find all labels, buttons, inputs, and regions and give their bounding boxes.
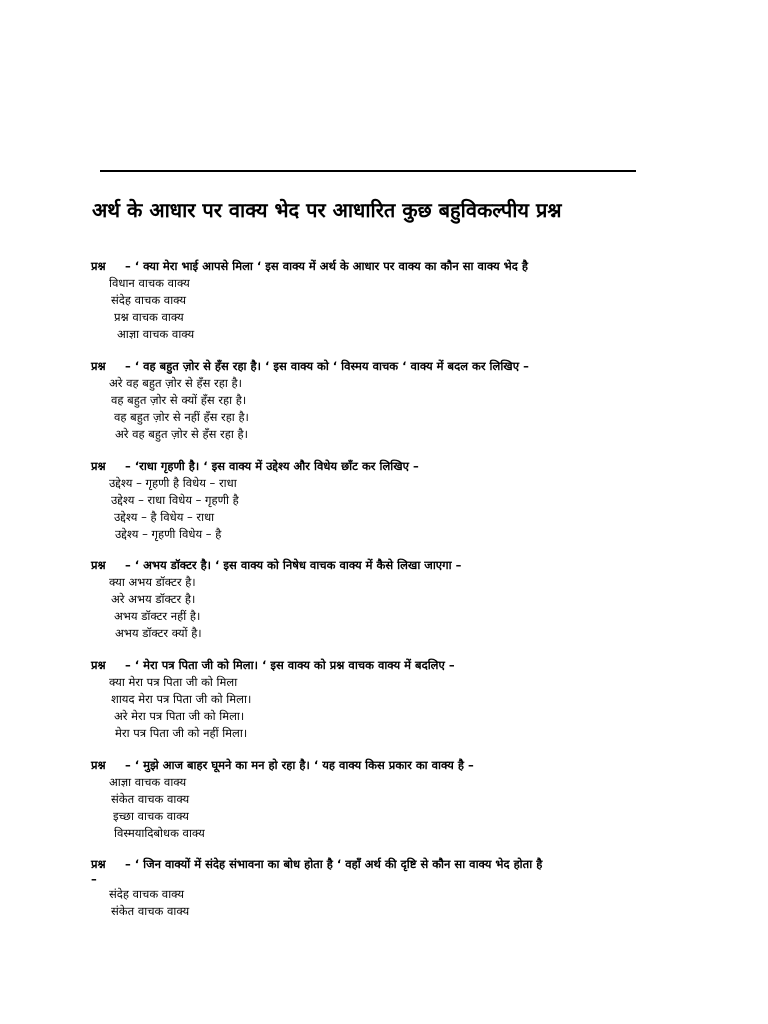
option-1: विधान वाचक वाक्य — [109, 276, 190, 290]
question-prompt: – ‘राधा गृहणी है। ‘ इस वाक्य में उद्देश्य और विधेय छाँट कर लिखिए – — [125, 459, 419, 473]
option-2: उद्देश्य – राधा विधेय – गृहणी है — [111, 493, 239, 507]
option-4: विस्मयादिबोधक वाक्य — [114, 826, 205, 840]
option-4: मेरा पत्र पिता जी को नहीं मिला। — [115, 726, 248, 740]
option-2: वह बहुत ज़ोर से क्यों हँस रहा है। — [111, 393, 247, 407]
horizontal-rule — [100, 170, 636, 172]
question-prompt: – ‘ मेरा पत्र पिता जी को मिला। ‘ इस वाक्य को प्रश्न वाचक वाक्य में बदलिए – — [125, 658, 455, 672]
question-5 — [91, 657, 681, 742]
option-1: अरे वह बहुत ज़ोर से हँस रहा है। — [109, 376, 242, 390]
question-1 — [91, 258, 681, 343]
option-2: संकेत वाचक वाक्य — [111, 904, 190, 918]
option-2: संदेह वाचक वाक्य — [111, 293, 186, 307]
option-2: शायद मेरा पत्र पिता जी को मिला। — [111, 692, 252, 706]
question-3 — [91, 458, 681, 543]
question-label: प्रश्न — [91, 857, 106, 871]
question-text-continued: – — [91, 872, 97, 886]
option-3: प्रश्न वाचक वाक्य — [114, 310, 184, 324]
option-4: आज्ञा वाचक वाक्य — [117, 327, 195, 341]
option-3: इच्छा वाचक वाक्य — [113, 809, 189, 823]
question-4 — [91, 557, 681, 642]
option-3: उद्देश्य – है विधेय – राधा — [114, 510, 215, 524]
option-3: अभय डॉक्टर नहीं है। — [114, 609, 201, 623]
option-4: अरे वह बहुत ज़ोर से हँस रहा है। — [115, 427, 248, 441]
option-4: उद्देश्य – गृहणी विधेय – है — [115, 527, 222, 541]
option-1: क्या मेरा पत्र पिता जी को मिला — [109, 675, 238, 689]
option-3: अरे मेरा पत्र पिता जी को मिला। — [114, 709, 245, 723]
question-prompt: – ‘ जिन वाक्यों में संदेह संभावना का बोध होता है ‘ वहाँ अर्थ की दृष्टि से कौन सा वाक्य भेद होता है — [125, 857, 543, 871]
option-4: अभय डॉक्टर क्यों है। — [115, 626, 202, 640]
question-text — [91, 557, 681, 574]
question-prompt: – ‘ अभय डॉक्टर है। ‘ इस वाक्य को निषेध वाचक वाक्य में कैसे लिखा जाएगा – — [125, 558, 462, 572]
question-label: प्रश्न — [91, 359, 106, 373]
question-label: प्रश्न — [91, 558, 106, 572]
question-prompt: – ‘ मुझे आज बाहर घूमने का मन हो रहा है। ‘ यह वाक्य किस प्रकार का वाक्य है – — [125, 758, 474, 772]
question-label: प्रश्न — [91, 259, 106, 273]
option-3: वह बहुत ज़ोर से नहीं हँस रहा है। — [114, 410, 249, 424]
question-prompt: – ‘ क्या मेरा भाई आपसे मिला ‘ इस वाक्य में अर्थ के आधार पर वाक्य का कौन सा वाक्य भेद है — [125, 259, 528, 273]
question-text — [91, 757, 681, 774]
option-1: संदेह वाचक वाक्य — [109, 887, 184, 901]
question-text — [91, 657, 681, 674]
question-label: प्रश्न — [91, 459, 106, 473]
question-text — [91, 358, 681, 375]
document-title: अर्थ के आधार पर वाक्य भेद पर आधारित कुछ बहुविकल्पीय प्रश्न — [92, 198, 562, 222]
option-1: उद्देश्य – गृहणी है विधेय – राधा — [109, 476, 237, 490]
question-6 — [91, 757, 681, 842]
question-text — [91, 458, 681, 475]
question-prompt: – ‘ वह बहुत ज़ोर से हँस रहा है। ‘ इस वाक्य को ‘ विस्मय वाचक ‘ वाक्य में बदल कर लिखिए – — [125, 359, 529, 373]
option-2: अरे अभय डॉक्टर है। — [111, 592, 196, 606]
question-label: प्रश्न — [91, 658, 106, 672]
question-2 — [91, 358, 681, 443]
question-label: प्रश्न — [91, 758, 106, 772]
question-text — [91, 856, 681, 873]
question-text — [91, 258, 681, 275]
option-1: क्या अभय डॉक्टर है। — [109, 575, 196, 589]
option-2: संकेत वाचक वाक्य — [111, 792, 190, 806]
question-7 — [91, 856, 681, 920]
option-1: आज्ञा वाचक वाक्य — [109, 775, 187, 789]
